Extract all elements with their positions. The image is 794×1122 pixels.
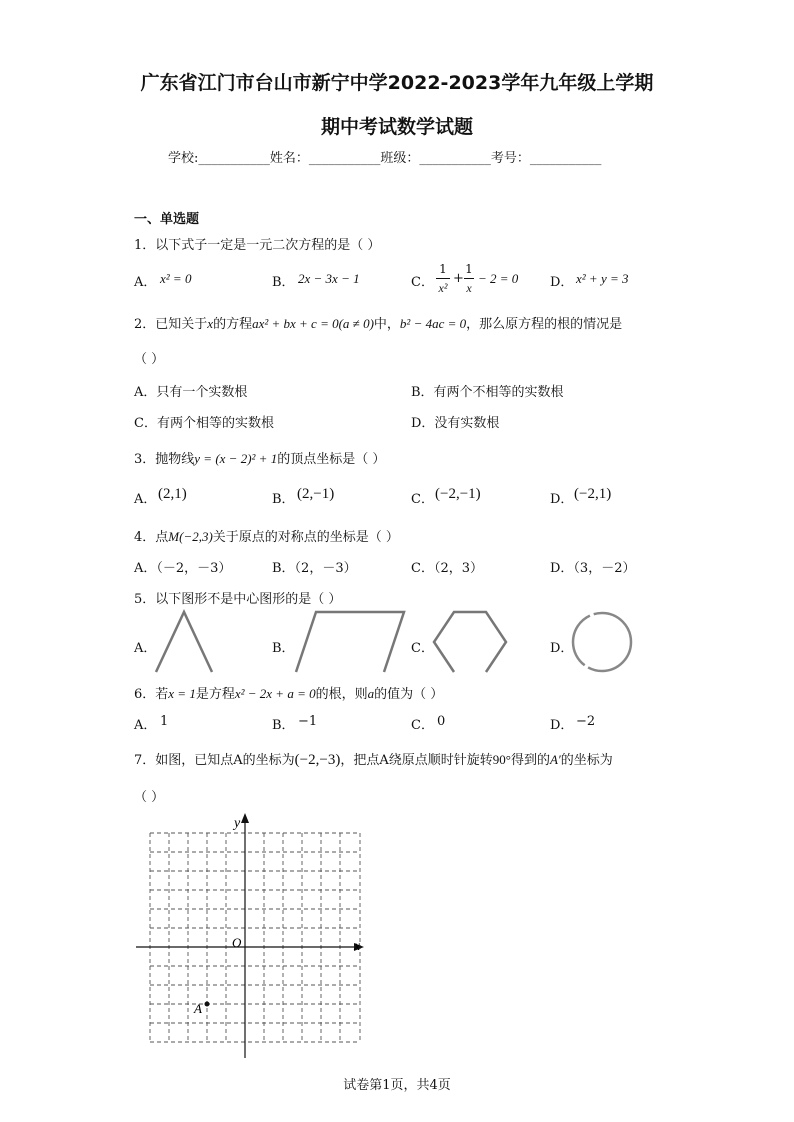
q1-c-frac2-num: 1 (465, 262, 473, 276)
q7-stem-prime: A′ (549, 752, 561, 767)
q7-stem (134, 749, 613, 769)
page-title-line2: 期中考试数学试题 (320, 116, 473, 138)
q4-option-c: C．（2，3） (411, 561, 483, 576)
q3-option-a-val: (2,1) (158, 486, 187, 502)
q6-option-d-val: −2 (576, 714, 596, 729)
q5-figure-c-open-hexagon (430, 608, 510, 674)
q1-option-c-label: C． (411, 275, 434, 290)
q3-stem-a: 3．抛物线 (134, 452, 195, 467)
q3-option-c-label: C． (411, 492, 434, 507)
q7-stem-d: 的坐标为 (560, 753, 613, 768)
q1-option-b-expr: 2x − 3x − 1 (298, 271, 360, 286)
q6-stem-c: 的根，则 (315, 687, 368, 702)
q2-option-b: B．有两个不相等的实数根 (411, 385, 564, 400)
q6-option-d-label: D． (550, 718, 574, 733)
q6-stem-b: 是方程 (195, 687, 235, 702)
x-axis-label: x (354, 939, 361, 954)
y-axis-label: y (234, 816, 241, 831)
q1-option-d-label: D． (550, 275, 574, 290)
q2-stem-eq: ax² + bx + c = 0(a ≠ 0) (252, 316, 374, 331)
q5-option-c-label: C． (411, 641, 434, 656)
q4-stem-pt: M(−2,3) (168, 529, 213, 544)
q6-option-c-val: 0 (437, 714, 446, 729)
q3-option-b-label: B． (272, 492, 295, 507)
q5-figure-b-open-parallelogram (292, 608, 408, 674)
q2-option-a: A．只有一个实数根 (134, 385, 248, 400)
q1-c-plus: + (453, 271, 464, 286)
q1-c-frac2-den: x (466, 281, 472, 295)
q4-stem (134, 526, 399, 545)
page-footer: 试卷第1页，共4页 (343, 1078, 451, 1093)
student-info-line: 学校:___________姓名：___________班级：___________考号：___________ (168, 151, 602, 166)
q6-stem-x: x = 1 (168, 686, 196, 701)
q6-stem-a-var: a (367, 686, 375, 701)
q4-stem-b: 关于原点的对称点的坐标是（ ） (212, 530, 399, 545)
q6-stem-eq: x² − 2x + a = 0 (234, 686, 316, 701)
q6-stem-d: 的值为（ ） (374, 687, 444, 702)
q1-option-a-expr: x² = 0 (160, 271, 192, 286)
q3-option-d-label: D． (550, 492, 574, 507)
q2-option-d: D．没有实数根 (411, 416, 500, 431)
q3-stem (134, 448, 385, 467)
q5-option-a-label: A． (134, 641, 157, 656)
q3-stem-b: 的顶点坐标是（ ） (277, 452, 386, 467)
q2-stem-c: 中， (373, 317, 400, 332)
q2-stem-x: x (207, 316, 214, 331)
q2-option-c: C．有两个相等的实数根 (134, 416, 274, 431)
q2-stem (134, 313, 622, 332)
q2-stem-b: 的方程 (213, 317, 253, 332)
q2-stem-disc: b² − 4ac = 0 (399, 316, 467, 331)
q4-stem-a: 4．点 (134, 530, 169, 545)
q3-option-a-label: A． (134, 492, 157, 507)
q1-c-frac1-num: 1 (439, 262, 447, 276)
q1-option-d-expr: x² + y = 3 (576, 271, 629, 286)
grid-lines (150, 833, 360, 1042)
q1-c-frac1-den: x² (438, 281, 448, 295)
q7-stem-a: 7．如图，已知点A的坐标为 (134, 753, 295, 768)
section-heading: 一、单选题 (134, 212, 200, 227)
q6-option-b-val: −1 (298, 714, 318, 729)
q2-stem-d: ，那么原方程的根的情况是 (466, 317, 623, 332)
q5-option-d-label: D． (550, 641, 574, 656)
page-title: 广东省江门市台山市新宁中学2022-2023学年九年级上学期 (140, 72, 654, 94)
q3-option-d-val: (−2,1) (574, 486, 612, 502)
q2-stem-a: 2．已知关于 (134, 317, 208, 332)
q1-c-frac1-bar (436, 278, 450, 279)
y-axis-arrow-icon (241, 813, 249, 823)
q7-stem-c: 得到的 (510, 753, 550, 768)
q3-option-c-val: (−2,−1) (435, 486, 481, 502)
q4-option-b: B．（2，－3） (272, 561, 357, 576)
q6-option-a-label: A． (134, 718, 157, 733)
q4-option-a: A．（－2，－3） (134, 561, 232, 576)
q7-paren: （ ） (134, 790, 165, 805)
point-a-label: A (194, 1001, 202, 1016)
q3-stem-eq: y = (x − 2)² + 1 (194, 451, 278, 466)
origin-label: O (232, 935, 242, 950)
q1-option-b-label: B． (272, 275, 295, 290)
q5-option-b-label: B． (272, 641, 295, 656)
q1-c-frac2-bar (464, 278, 474, 279)
q5-figure-d-broken-circle (569, 610, 635, 674)
q6-stem (134, 683, 443, 702)
q7-stem-b: ，把点A绕原点顺时针旋转 (340, 753, 493, 768)
q4-option-d: D．（3，－2） (550, 561, 636, 576)
q6-option-c-label: C． (411, 718, 434, 733)
q6-option-a-val: 1 (160, 714, 169, 729)
q7-stem-angle: 90° (492, 752, 511, 767)
q1-option-a-label: A． (134, 275, 157, 290)
q7-coordinate-grid (130, 810, 370, 1060)
q2-paren: （ ） (134, 352, 165, 367)
point-a (205, 1002, 210, 1007)
q6-option-b-label: B． (272, 718, 295, 733)
q1-stem: 1．以下式子一定是一元二次方程的是（ ） (134, 238, 381, 253)
q6-stem-a: 6．若 (134, 687, 169, 702)
q5-stem: 5．以下图形不是中心图形的是（ ） (134, 592, 342, 607)
q3-option-b-val: (2,−1) (297, 486, 335, 502)
q5-figure-a-chevron (152, 608, 216, 674)
q7-stem-pt: (−2,−3) (294, 752, 341, 768)
q1-c-tail: − 2 = 0 (478, 271, 519, 286)
